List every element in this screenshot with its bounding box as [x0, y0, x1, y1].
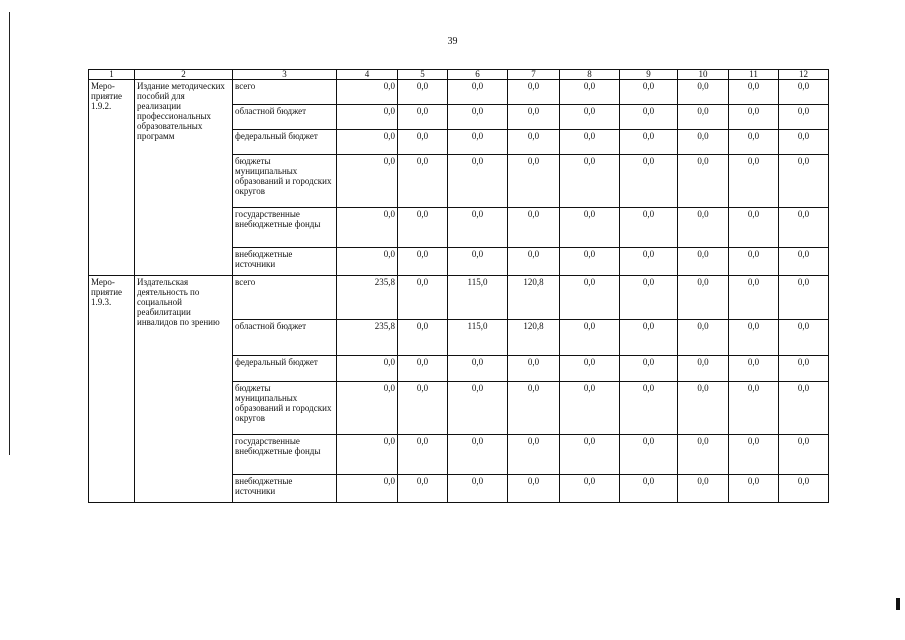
value-cell: 0,0	[448, 356, 508, 382]
value-cell: 0,0	[620, 475, 678, 503]
value-cell: 0,0	[398, 435, 448, 475]
value-cell: 0,0	[508, 105, 560, 130]
column-header: 7	[508, 70, 560, 80]
value-cell: 0,0	[620, 320, 678, 356]
value-cell: 0,0	[779, 248, 829, 276]
value-cell: 0,0	[448, 248, 508, 276]
column-header: 6	[448, 70, 508, 80]
value-cell: 0,0	[678, 130, 729, 155]
value-cell: 0,0	[337, 475, 398, 503]
value-cell: 0,0	[729, 80, 779, 105]
measure-code	[89, 276, 135, 503]
funding-source: областной бюджет	[233, 320, 337, 356]
value-cell: 0,0	[729, 276, 779, 320]
value-cell: 0,0	[678, 105, 729, 130]
value-cell: 0,0	[398, 382, 448, 435]
value-cell: 0,0	[398, 80, 448, 105]
measure-code-line: приятие	[91, 91, 123, 101]
funding-source: государственные внебюджетные фонды	[233, 208, 337, 248]
table-row	[89, 80, 829, 105]
value-cell: 0,0	[448, 435, 508, 475]
value-cell: 0,0	[448, 130, 508, 155]
value-cell: 0,0	[678, 475, 729, 503]
value-cell: 0,0	[779, 276, 829, 320]
value-cell: 0,0	[560, 155, 620, 208]
funding-source: областной бюджет	[233, 105, 337, 130]
value-cell: 0,0	[620, 208, 678, 248]
value-cell: 0,0	[508, 80, 560, 105]
value-cell: 0,0	[398, 320, 448, 356]
value-cell: 0,0	[560, 208, 620, 248]
value-cell: 0,0	[448, 155, 508, 208]
value-cell: 0,0	[508, 208, 560, 248]
measure-title: Издательская деятельность по социальной реабилитации инвалидов по зрению	[135, 276, 233, 503]
table-row	[89, 276, 829, 320]
measure-code-line: 1.9.3.	[91, 297, 112, 307]
value-cell: 0,0	[398, 276, 448, 320]
value-cell: 0,0	[508, 382, 560, 435]
value-cell: 0,0	[779, 208, 829, 248]
column-header: 1	[89, 70, 135, 80]
value-cell: 0,0	[678, 356, 729, 382]
value-cell: 0,0	[620, 276, 678, 320]
value-cell: 0,0	[678, 382, 729, 435]
page-edge-rule	[9, 12, 10, 455]
value-cell: 120,8	[508, 276, 560, 320]
value-cell: 0,0	[620, 155, 678, 208]
value-cell: 0,0	[729, 435, 779, 475]
funding-source: бюджеты муниципальных образований и городских округов	[233, 382, 337, 435]
value-cell: 0,0	[729, 155, 779, 208]
column-header: 9	[620, 70, 678, 80]
value-cell: 0,0	[560, 105, 620, 130]
funding-source: государственные внебюджетные фонды	[233, 435, 337, 475]
value-cell: 0,0	[678, 248, 729, 276]
value-cell: 0,0	[729, 356, 779, 382]
value-cell: 0,0	[337, 208, 398, 248]
value-cell: 0,0	[448, 208, 508, 248]
value-cell: 0,0	[779, 80, 829, 105]
value-cell: 0,0	[678, 208, 729, 248]
value-cell: 0,0	[560, 248, 620, 276]
measure-code-line: Меро-	[91, 277, 115, 287]
value-cell: 0,0	[398, 208, 448, 248]
value-cell: 0,0	[337, 155, 398, 208]
value-cell: 0,0	[448, 80, 508, 105]
value-cell: 0,0	[779, 475, 829, 503]
funding-source: федеральный бюджет	[233, 130, 337, 155]
value-cell: 0,0	[560, 475, 620, 503]
value-cell: 0,0	[779, 356, 829, 382]
column-header: 12	[779, 70, 829, 80]
value-cell: 0,0	[729, 105, 779, 130]
value-cell: 0,0	[678, 435, 729, 475]
value-cell: 0,0	[560, 130, 620, 155]
value-cell: 0,0	[337, 356, 398, 382]
value-cell: 0,0	[729, 382, 779, 435]
value-cell: 0,0	[560, 356, 620, 382]
value-cell: 0,0	[337, 382, 398, 435]
value-cell: 0,0	[560, 435, 620, 475]
value-cell: 0,0	[560, 382, 620, 435]
funding-source: федеральный бюджет	[233, 356, 337, 382]
value-cell: 0,0	[398, 356, 448, 382]
value-cell: 0,0	[337, 435, 398, 475]
value-cell: 0,0	[729, 475, 779, 503]
value-cell: 0,0	[779, 155, 829, 208]
value-cell: 0,0	[508, 356, 560, 382]
scan-mark	[896, 598, 900, 610]
measure-code	[89, 80, 135, 276]
value-cell: 0,0	[337, 248, 398, 276]
value-cell: 0,0	[337, 105, 398, 130]
funding-source: всего	[233, 80, 337, 105]
value-cell: 120,8	[508, 320, 560, 356]
value-cell: 0,0	[729, 208, 779, 248]
value-cell: 0,0	[337, 130, 398, 155]
value-cell: 0,0	[448, 105, 508, 130]
value-cell: 0,0	[560, 320, 620, 356]
column-header: 8	[560, 70, 620, 80]
column-header: 11	[729, 70, 779, 80]
column-header: 2	[135, 70, 233, 80]
value-cell: 0,0	[678, 320, 729, 356]
value-cell: 0,0	[508, 435, 560, 475]
value-cell: 0,0	[729, 248, 779, 276]
value-cell: 0,0	[678, 276, 729, 320]
value-cell: 115,0	[448, 320, 508, 356]
value-cell: 0,0	[779, 435, 829, 475]
value-cell: 235,8	[337, 320, 398, 356]
value-cell: 0,0	[508, 130, 560, 155]
value-cell: 0,0	[508, 475, 560, 503]
value-cell: 0,0	[398, 248, 448, 276]
value-cell: 0,0	[729, 130, 779, 155]
funding-source: бюджеты муниципальных образований и городских округов	[233, 155, 337, 208]
value-cell: 0,0	[620, 435, 678, 475]
value-cell: 0,0	[560, 80, 620, 105]
page-number: 39	[447, 36, 458, 47]
value-cell: 0,0	[620, 80, 678, 105]
value-cell: 0,0	[678, 155, 729, 208]
value-cell: 0,0	[448, 382, 508, 435]
value-cell: 0,0	[620, 356, 678, 382]
value-cell: 0,0	[398, 155, 448, 208]
funding-source: внебюджетные источники	[233, 475, 337, 503]
column-header: 4	[337, 70, 398, 80]
value-cell: 235,8	[337, 276, 398, 320]
column-header: 3	[233, 70, 337, 80]
value-cell: 0,0	[508, 248, 560, 276]
value-cell: 0,0	[398, 130, 448, 155]
header-row	[89, 70, 829, 80]
value-cell: 0,0	[620, 382, 678, 435]
value-cell: 0,0	[398, 475, 448, 503]
value-cell: 0,0	[620, 248, 678, 276]
value-cell: 0,0	[729, 320, 779, 356]
funding-source: всего	[233, 276, 337, 320]
measure-code-line: Меро-	[91, 81, 115, 91]
budget-table	[88, 69, 829, 503]
column-header: 5	[398, 70, 448, 80]
measure-code-line: 1.9.2.	[91, 101, 112, 111]
value-cell: 0,0	[398, 105, 448, 130]
value-cell: 115,0	[448, 276, 508, 320]
column-header: 10	[678, 70, 729, 80]
value-cell: 0,0	[678, 80, 729, 105]
value-cell: 0,0	[560, 276, 620, 320]
value-cell: 0,0	[620, 130, 678, 155]
value-cell: 0,0	[337, 80, 398, 105]
value-cell: 0,0	[779, 320, 829, 356]
value-cell: 0,0	[508, 155, 560, 208]
funding-source: внебюджетные источники	[233, 248, 337, 276]
value-cell: 0,0	[448, 475, 508, 503]
value-cell: 0,0	[779, 130, 829, 155]
value-cell: 0,0	[779, 382, 829, 435]
measure-code-line: приятие	[91, 287, 123, 297]
value-cell: 0,0	[620, 105, 678, 130]
value-cell: 0,0	[779, 105, 829, 130]
measure-title: Издание методических пособий для реализации профессиональных образовательных программ	[135, 80, 233, 276]
